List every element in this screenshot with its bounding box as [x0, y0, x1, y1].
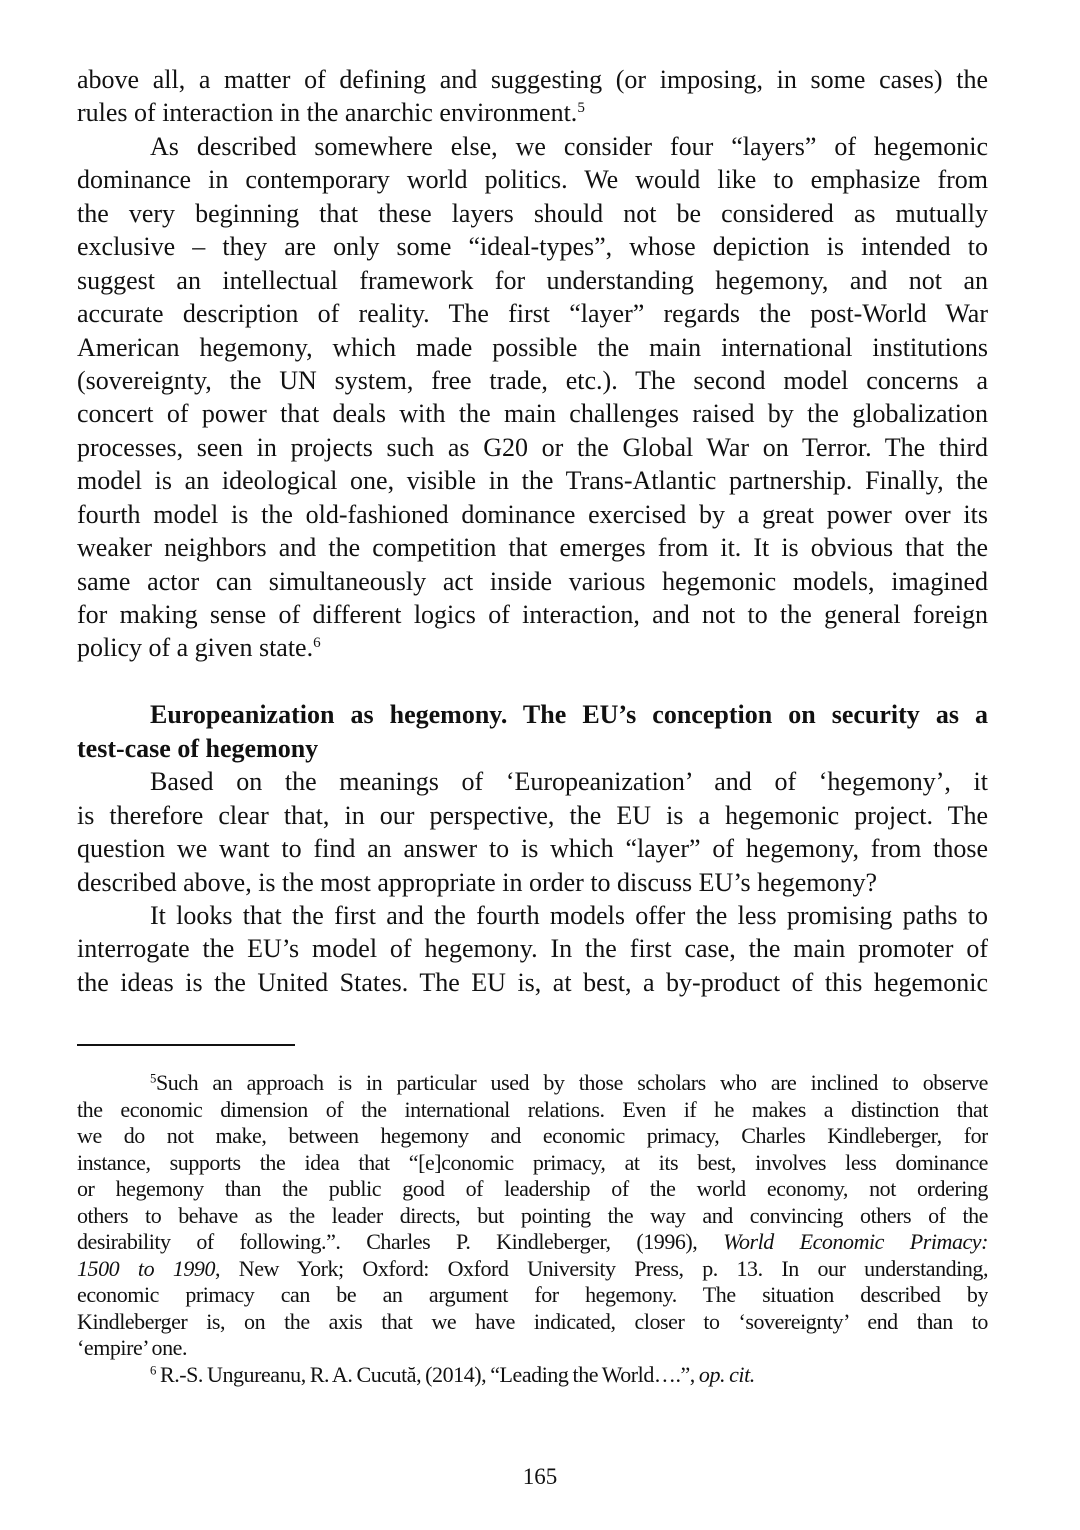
text-line — [77, 331, 988, 364]
text-line — [77, 1229, 988, 1256]
text: model is an ideological one, visible in the Trans-Atlantic partnership. Finally, the — [77, 466, 988, 496]
text: It looks that the first and the fourth models offer the less promising paths to — [150, 900, 988, 930]
footnote-marker: 5 — [577, 100, 585, 117]
text: accurate description of reality. The first “layer” regards the post-World War — [77, 299, 988, 329]
text-line — [77, 63, 988, 96]
text: processes, seen in projects such as G20 or the Global War on Terror. The third — [77, 432, 988, 462]
text: policy of a given state. — [77, 633, 314, 663]
text: the ideas is the United States. The EU is, at best, a by-product of this hegemonic — [77, 967, 988, 997]
text-line — [77, 397, 988, 430]
footnote-marker: 6 — [150, 1363, 156, 1378]
text: desirability of following.”. Charles P. Kindleberger, (1996), — [77, 1229, 724, 1255]
text: Europeanization as hegemony. The EU’s conception on security as a — [150, 700, 988, 730]
text: concert of power that deals with the main challenges raised by the globalization — [77, 399, 988, 429]
text: American hegemony, which made possible the main international institutions — [77, 332, 988, 362]
text-line — [77, 431, 988, 464]
text: the economic dimension of the international relations. Even if he makes a distinction that — [77, 1096, 988, 1122]
text-line — [77, 799, 988, 832]
text-line — [77, 163, 988, 196]
text-line — [77, 765, 988, 798]
text: suggest an intellectual framework for understanding hegemony, and not an — [77, 265, 988, 295]
text-line — [77, 1176, 988, 1203]
text: above all, a matter of defining and suggesting (or imposing, in some cases) the — [77, 65, 988, 94]
text: or hegemony than the public good of leadership of the world economy, not ordering — [77, 1176, 988, 1202]
text: Based on the meanings of ‘Europeanization’ and of ‘hegemony’, it — [150, 767, 988, 797]
text-line — [77, 932, 988, 965]
text: test-case of hegemony — [77, 733, 319, 763]
text-line — [77, 1256, 988, 1283]
text-line — [77, 966, 988, 999]
text-line — [77, 866, 988, 899]
text: Kindleberger is, on the axis that we have indicated, closer to ‘sovereignty’ end than to — [77, 1308, 988, 1334]
text-line — [77, 698, 988, 731]
text-line — [77, 565, 988, 598]
text-line — [77, 498, 988, 531]
text: As described somewhere else, we consider four “layers” of hegemonic — [150, 131, 988, 161]
text-line — [77, 631, 988, 664]
text-line — [77, 230, 988, 263]
footnote-marker: 5 — [150, 1071, 156, 1086]
footnote — [77, 1362, 988, 1389]
paragraph — [77, 63, 988, 130]
text: the very beginning that these layers should not be considered as mutually — [77, 198, 988, 228]
text: (sovereignty, the UN system, free trade, etc.). The second model concerns a — [77, 365, 988, 395]
paragraph — [77, 130, 988, 665]
text-line — [77, 598, 988, 631]
text-line — [77, 130, 988, 163]
main-text — [77, 63, 988, 999]
text: same actor can simultaneously act inside various hegemonic models, imagined — [77, 566, 988, 596]
text: fourth model is the old-fashioned dominance exercised by a great power over its — [77, 499, 988, 529]
text-line — [77, 832, 988, 865]
text-line — [77, 1150, 988, 1177]
text: R.-S. Ungureanu, R. A. Cucută, (2014), “Leading the World….”, — [155, 1362, 699, 1388]
text: dominance in contemporary world politics. We would like to emphasize from — [77, 165, 988, 195]
footnote — [77, 1070, 988, 1362]
text-line — [77, 1070, 988, 1097]
footnotes — [77, 1070, 988, 1389]
text-line — [77, 1123, 988, 1150]
italic-text: World Economic Primacy: — [723, 1229, 988, 1255]
text-line — [77, 1203, 988, 1230]
text: others to behave as the leader directs, but pointing the way and convincing others of the — [77, 1202, 988, 1228]
text: weaker neighbors and the competition that emerges from it. It is obvious that the — [77, 533, 988, 563]
paragraph — [77, 899, 988, 999]
footnote-marker: 6 — [313, 635, 321, 652]
text: , New York; Oxford: Oxford University Press, p. 13. In our understanding, — [215, 1255, 988, 1281]
text-line — [77, 1362, 988, 1389]
text: instance, supports the idea that “[e]conomic primacy, at its best, involves less dominance — [77, 1149, 988, 1175]
page-number: 165 — [522, 1464, 558, 1489]
text-line — [77, 665, 988, 698]
text-line — [77, 264, 988, 297]
text: interrogate the EU’s model of hegemony. In the first case, the main promoter of — [77, 934, 988, 964]
text-line — [77, 364, 988, 397]
section-heading — [77, 698, 988, 765]
italic-text: 1500 to 1990 — [77, 1255, 216, 1281]
text: described above, is the most appropriate in order to discuss EU’s hegemony? — [77, 867, 878, 897]
text: economic primacy can be an argument for hegemony. The situation described by — [77, 1282, 988, 1308]
text-line — [77, 1309, 988, 1336]
text: is therefore clear that, in our perspective, the EU is a hegemonic project. The — [77, 800, 988, 830]
paragraph — [77, 765, 988, 899]
text-line — [77, 1282, 988, 1309]
text: question we want to find an answer to is which “layer” of hegemony, from those — [77, 834, 988, 864]
text-line — [77, 96, 988, 129]
italic-text: op. cit. — [698, 1362, 755, 1388]
text-line — [77, 899, 988, 932]
text: Such an approach is in particular used by those scholars who are inclined to observe — [155, 1070, 988, 1095]
text-line — [77, 197, 988, 230]
paragraph — [77, 665, 988, 698]
text-line — [77, 531, 988, 564]
text: we do not make, between hegemony and economic primacy, Charles Kindleberger, for — [77, 1123, 988, 1149]
text-line — [77, 1097, 988, 1124]
text: exclusive – they are only some “ideal-types”, whose depiction is intended to — [77, 232, 988, 262]
text-line — [77, 297, 988, 330]
text: rules of interaction in the anarchic environment. — [77, 98, 578, 128]
text-line — [77, 1335, 988, 1362]
text-line — [77, 732, 988, 765]
text: for making sense of different logics of interaction, and not to the general foreign — [77, 600, 988, 629]
footnote-separator — [77, 1044, 295, 1046]
text-line — [77, 464, 988, 497]
text: ‘empire’ one. — [77, 1335, 188, 1361]
